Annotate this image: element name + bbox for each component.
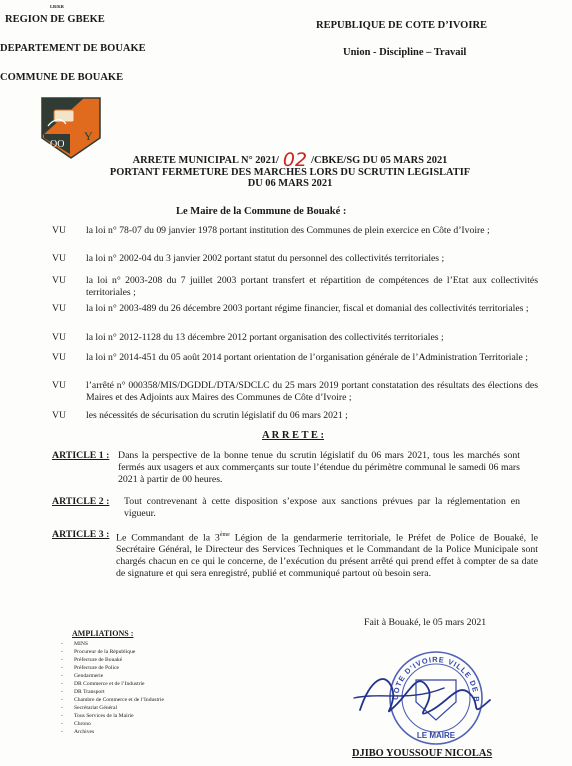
header-region: REGION DE GBEKE bbox=[5, 14, 105, 25]
article-3-sup: ème bbox=[219, 532, 230, 538]
article-3-label: ARTICLE 3 : bbox=[52, 529, 110, 540]
vu-label: VU bbox=[52, 275, 66, 286]
official-stamp bbox=[340, 640, 510, 750]
stamp-bottom-text: LE MAIRE bbox=[416, 731, 456, 740]
svg-text:COTE D’IVOIRE VILLE DE BOUAK bbox=[340, 640, 481, 703]
article-2-text: Tout contrevenant à cette disposition s’expose aux sanctions prévues par la réglementation en vigueur. bbox=[124, 496, 520, 519]
signatory-name: DJIBO YOUSSOUF NICOLAS bbox=[352, 748, 493, 759]
article-3-text-a: Le Commandant de la 3 bbox=[116, 532, 220, 544]
consideration-6: la loi n° 2014-451 du 05 août 2014 portant orientation de l’organisation générale de l’Administration Territoriale ; bbox=[86, 352, 528, 363]
article-1-label: ARTICLE 1 : bbox=[52, 450, 110, 461]
ampliation-item: - Archives bbox=[74, 728, 94, 736]
ampliation-item: - Secrétariat Général bbox=[74, 704, 117, 712]
vu-label: VU bbox=[52, 410, 66, 421]
vu-label: VU bbox=[52, 253, 66, 264]
ampliation-item: - Procureur de la République bbox=[74, 648, 135, 656]
header-motto: Union - Discipline – Travail bbox=[343, 47, 467, 58]
stamp-ring-text: COTE D’IVOIRE VILLE DE B bbox=[390, 654, 482, 703]
place-date: Fait à Bouaké, le 05 mars 2021 bbox=[364, 617, 487, 628]
article-3-text bbox=[116, 529, 538, 580]
title-line-3: DU 06 MARS 2021 bbox=[247, 178, 333, 189]
arrete-heading: A R R E T E : bbox=[262, 430, 325, 441]
consideration-3: la loi n° 2003-208 du 7 juillet 2003 portant transfert et répartition de compétences de l’Etat aux collectivités territoriales ; bbox=[86, 275, 538, 298]
title-line-2: PORTANT FERMETURE DES MARCHES LORS DU SCRUTIN LEGISLATIF bbox=[109, 166, 471, 178]
decree-title bbox=[80, 149, 500, 190]
vu-label: VU bbox=[52, 352, 66, 363]
article-3-text-b: Légion de la gendarmerie territoriale, le Préfet de Police de Bouaké, le Secrétaire Général, le Directeur des Services Techniques et le Commandant de la Police Municipale sont chargés chacun en ce qui le concerne, de l’exécution du présent arrêté qui prend effet à compter de sa date de signature et qui sera enregistré, publié et communiqué partout où besoin sera. bbox=[116, 532, 538, 580]
vu-label: VU bbox=[52, 225, 66, 236]
header-tag: LB/KB bbox=[50, 4, 64, 9]
ampliations-title: AMPLIATIONS : bbox=[72, 629, 134, 638]
article-1-text: Dans la perspective de la bonne tenue du scrutin législatif du 06 mars 2021, tous les marchés sont fermés aux usagers et aux commerçants sur toute l’étendue du périmètre communal le samedi 06 mars 2021 à partir de 00 heures. bbox=[118, 450, 520, 485]
mayor-heading: Le Maire de la Commune de Bouaké : bbox=[176, 206, 347, 217]
svg-text:OO: OO bbox=[50, 139, 65, 150]
vu-label: VU bbox=[52, 332, 66, 343]
vu-label: VU bbox=[52, 380, 66, 391]
consideration-7: l’arrêté n° 000358/MIS/DGDDL/DTA/SDCLC du 25 mars 2019 portant constatation des résultats des élections des Maires et des Adjoints aux Maires des Communes de Côte d’Ivoire ; bbox=[86, 380, 538, 403]
handwritten-number: 02 bbox=[282, 149, 308, 171]
ampliation-item: - Préfecture de Police bbox=[74, 664, 119, 672]
svg-text:Y: Y bbox=[84, 129, 93, 143]
header-department: DEPARTEMENT DE BOUAKE bbox=[0, 43, 146, 54]
consideration-4: la loi n° 2003-489 du 26 décembre 2003 portant régime financier, fiscal et domanial des collectivités territoriales ; bbox=[86, 303, 529, 314]
article-2-label: ARTICLE 2 : bbox=[52, 496, 110, 507]
ampliation-item: - DR Transport bbox=[74, 688, 105, 696]
ampliation-item: - Préfecture de Bouaké bbox=[74, 656, 122, 664]
header-republic: REPUBLIQUE DE COTE D’IVOIRE bbox=[316, 20, 488, 31]
ampliation-item: - Tous Services de la Mairie bbox=[74, 712, 134, 720]
consideration-8: les nécessités de sécurisation du scrutin législatif du 06 mars 2021 ; bbox=[86, 410, 348, 421]
ampliation-item: - Chambre de Commerce et de l’Industrie bbox=[74, 696, 164, 704]
title-suffix: /CBKE/SG DU 05 MARS 2021 bbox=[311, 155, 448, 166]
consideration-2: la loi n° 2002-04 du 3 janvier 2002 portant statut du personnel des collectivités territoriales ; bbox=[86, 253, 445, 264]
ampliation-item: - DR Commerce et de l’Industrie bbox=[74, 680, 145, 688]
title-prefix: ARRETE MUNICIPAL N° 2021/ bbox=[132, 155, 279, 166]
consideration-1: la loi n° 78-07 du 09 janvier 1978 portant institution des Communes de plein exercice en Côte d’Ivoire ; bbox=[86, 225, 490, 236]
ampliation-item: - Chrono bbox=[74, 720, 91, 728]
vu-label: VU bbox=[52, 303, 66, 314]
ampliation-item: - Gendarmerie bbox=[74, 672, 103, 680]
ampliation-item: - MINS bbox=[74, 640, 88, 648]
commune-logo bbox=[40, 96, 102, 160]
consideration-5: la loi n° 2012-1128 du 13 décembre 2012 portant organisation des collectivités territoriales ; bbox=[86, 332, 444, 343]
header-commune: COMMUNE DE BOUAKE bbox=[0, 72, 124, 83]
